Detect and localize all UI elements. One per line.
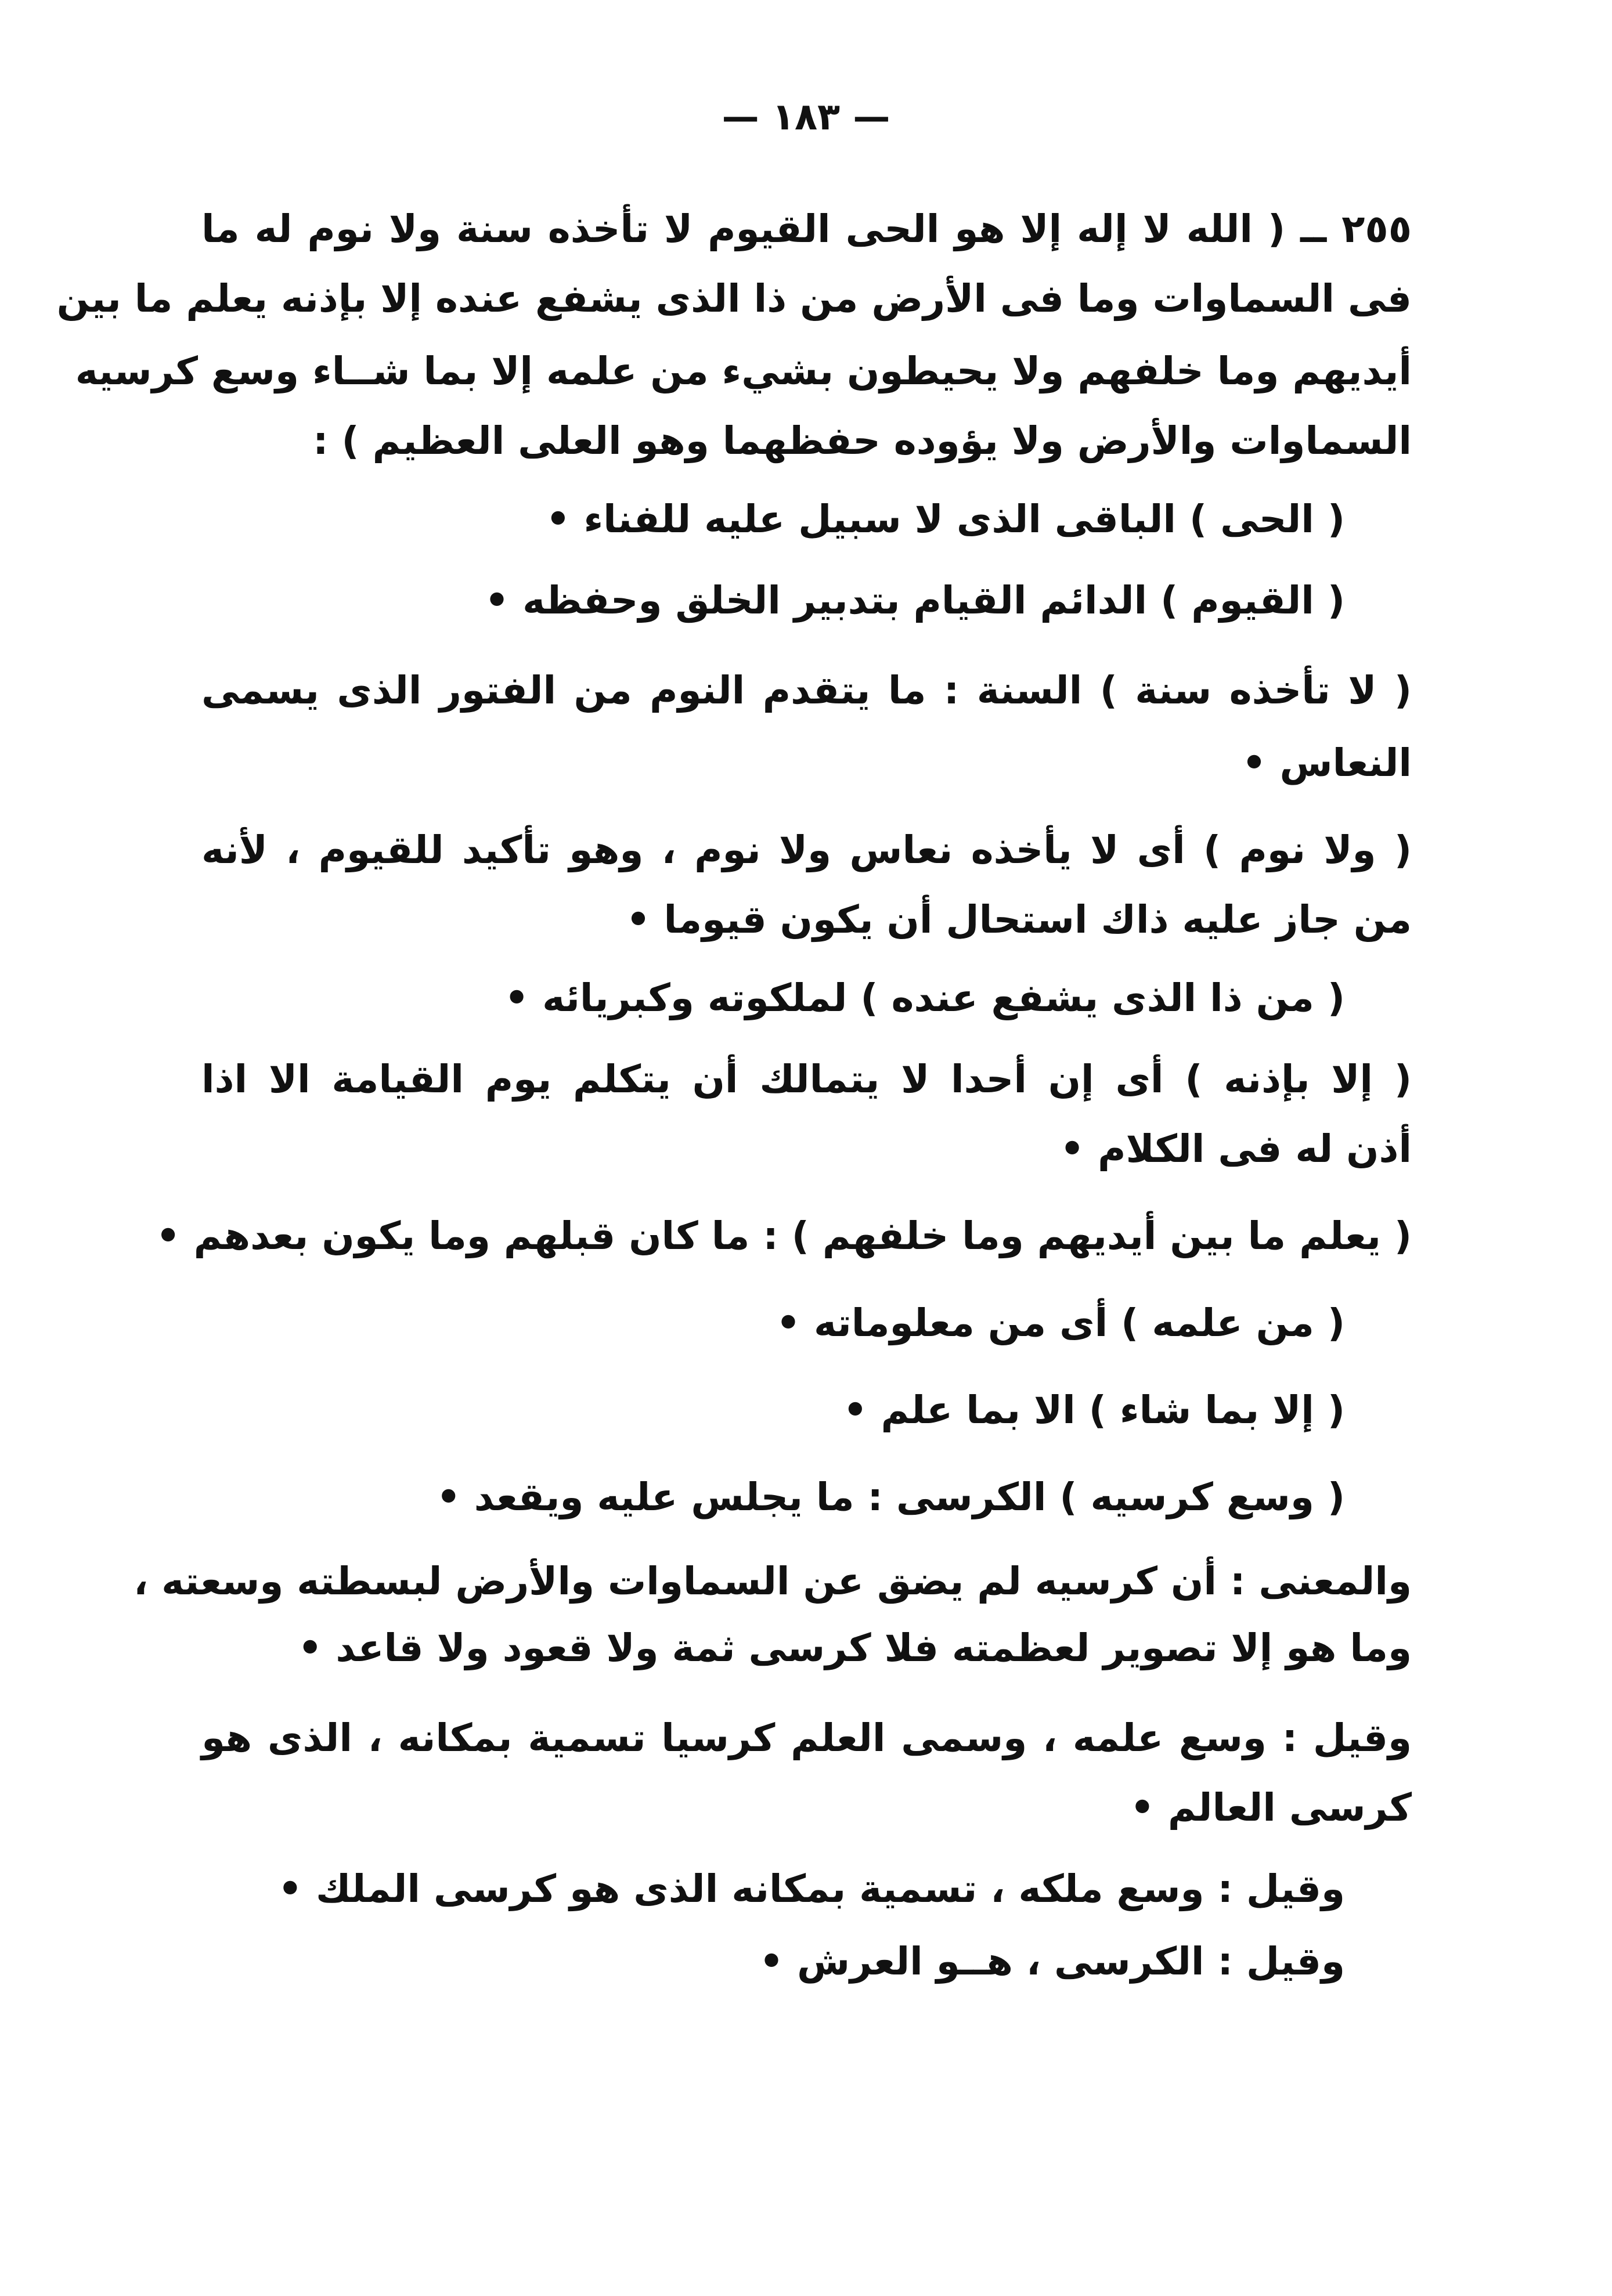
text-line: ( القيوم ) الدائم القيام بتدبير الخلق وحفظه • (484, 578, 1345, 623)
page-number: — ١٨٣ — (722, 96, 890, 139)
text-line: ( إلا بإذنه ) أى إن أحدا لا يتمالك أن يتكلم يوم القيامة الا اذا (201, 1057, 1412, 1102)
text-line: ( من علمه ) أى من معلوماته • (776, 1301, 1345, 1345)
text-line: ٢٥٥ ــ ( الله لا إله إلا هو الحى القيوم لا تأخذه سنة ولا نوم له ما (201, 207, 1412, 251)
text-line: ( وسع كرسيه ) الكرسى : ما يجلس عليه ويقعد • (436, 1475, 1345, 1519)
text-line: وقيل : وسع علمه ، وسمى العلم كرسيا تسمية بمكانه ، الذى هو (201, 1716, 1412, 1760)
text-line: من جاز عليه ذاك استحال أن يكون قيوما • (626, 897, 1412, 942)
text-line: والمعنى : أن كرسيه لم يضق عن السماوات والأرض لبسطته وسعته ، (134, 1559, 1412, 1604)
text-line: وقيل : وسع ملكه ، تسمية بمكانه الذى هو كرسى الملك • (277, 1867, 1345, 1911)
text-line: السماوات والأرض ولا يؤوده حفظهما وهو العلى العظيم ) : (313, 418, 1412, 463)
text-line: فى السماوات وما فى الأرض من ذا الذى يشفع عنده إلا بإذنه يعلم ما بين (56, 276, 1412, 321)
text-line: وقيل : الكرسى ، هــو العرش • (759, 1939, 1345, 1984)
text-line: أذن له فى الكلام • (1060, 1127, 1412, 1171)
text-line: النعاس • (1242, 741, 1412, 785)
text-line: ( من ذا الذى يشفع عنده ) لملكوته وكبريائه • (504, 976, 1345, 1020)
text-line: ( إلا بما شاء ) الا بما علم • (843, 1388, 1345, 1432)
text-line: ( الحى ) الباقى الذى لا سبيل عليه للفناء • (546, 497, 1345, 541)
text-line: كرسى العالم • (1130, 1785, 1412, 1830)
text-line: وما هو إلا تصوير لعظمته فلا كرسى ثمة ولا قعود ولا قاعد • (298, 1626, 1412, 1670)
text-line: ( لا تأخذه سنة ) السنة : ما يتقدم النوم من الفتور الذى يسمى (201, 668, 1412, 713)
text-line: أيديهم وما خلفهم ولا يحيطون بشيء من علمه إلا بما شــاء وسع كرسيه (75, 349, 1412, 394)
text-line: ( ولا نوم ) أى لا يأخذه نعاس ولا نوم ، وهو تأكيد للقيوم ، لأنه (201, 828, 1412, 872)
text-line: ( يعلم ما بين أيديهم وما خلفهم ) : ما كان قبلهم وما يكون بعدهم • (156, 1214, 1412, 1258)
